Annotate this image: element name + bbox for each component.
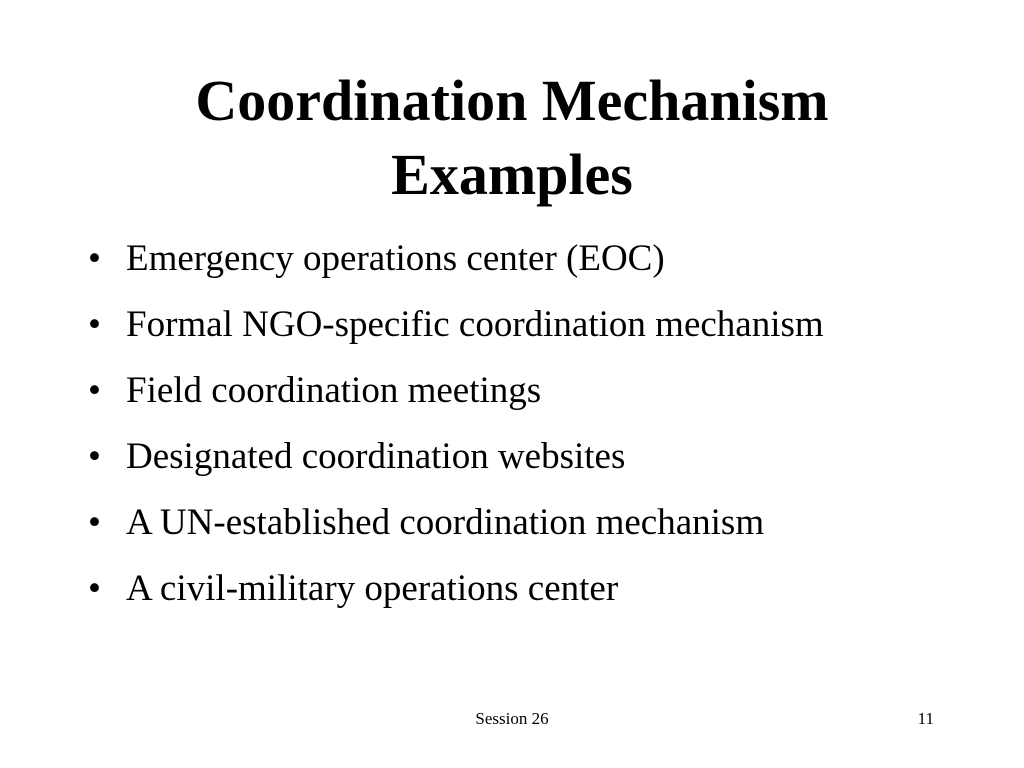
bullet-icon: • <box>88 304 101 345</box>
slide-page-number: 11 <box>917 709 934 728</box>
footer-session-label: Session 26 <box>475 709 549 728</box>
bullet-text: A civil-military operations center <box>126 568 619 609</box>
bullet-icon: • <box>88 370 101 411</box>
bullet-text: A UN-established coordination mechanism <box>126 502 765 543</box>
bullet-icon: • <box>88 568 101 609</box>
bullet-text: Field coordination meetings <box>126 370 542 411</box>
bullet-text: Formal NGO-specific coordination mechanism <box>126 304 824 345</box>
slide-title-line-2: Examples <box>391 142 633 207</box>
bullet-icon: • <box>88 238 101 279</box>
bullet-icon: • <box>88 436 101 477</box>
bullet-item <box>88 299 948 350</box>
bullet-text: Emergency operations center (EOC) <box>126 238 665 279</box>
slide-title <box>0 64 1024 212</box>
bullet-text: Designated coordination websites <box>126 436 626 477</box>
bullet-list <box>88 233 948 629</box>
bullet-item <box>88 497 948 548</box>
bullet-icon: • <box>88 502 101 543</box>
slide-title-line-1: Coordination Mechanism <box>195 68 829 133</box>
bullet-item <box>88 365 948 416</box>
bullet-item <box>88 431 948 482</box>
bullet-item <box>88 563 948 614</box>
bullet-item <box>88 233 948 284</box>
